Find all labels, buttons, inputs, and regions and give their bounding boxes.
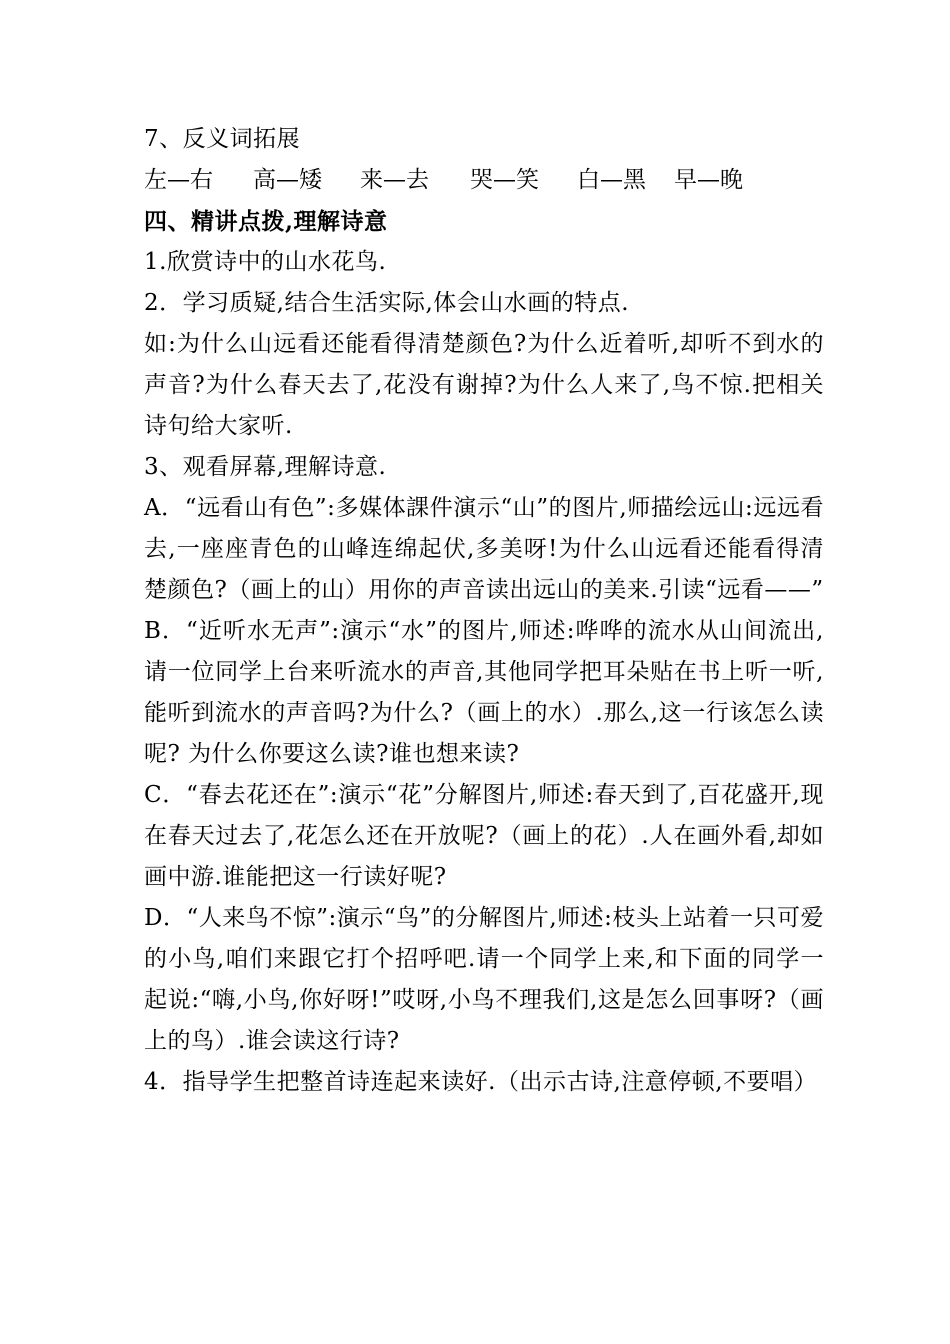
antonym-pair: 哭—笑 (470, 167, 539, 193)
section-7-title: 7、反义词拓展 (144, 126, 301, 152)
antonym-pair: 高—矮 (253, 167, 322, 193)
antonym-pair: 左—右 (144, 167, 213, 193)
item-2: 2．学习质疑,结合生活实际,体会山水画的特点. (144, 290, 630, 316)
section-4-heading: 四、精讲点拨,理解诗意 (144, 208, 388, 235)
antonym-list (144, 160, 824, 201)
item-b: B．“近听水无声”:演示“水”的图片,师述:哗哗的流水从山间流出,请一位同学上台来听流水的声音,其他同学把耳朵贴在书上听一听,能听到流水的声音吗?为什么?（画上的水）.那么,这一行该怎么读呢? 为什么你要这么读?谁也想来读? (144, 618, 824, 767)
item-a: A．“远看山有色”:多媒体課件演示“山”的图片,师描绘远山:远远看去,一座座青色的山峰连绵起伏,多美呀!为什么山远看还能看得清楚颜色?（画上的山）用你的声音读出远山的美来.引读“远看——” (144, 495, 824, 603)
antonym-pair: 早—晚 (674, 167, 743, 193)
item-c: C．“春去花还在”:演示“花”分解图片,师述:春天到了,百花盛开,现在春天过去了,花怎么还在开放呢?（画上的花）.人在画外看,却如画中游.谁能把这一行读好呢? (144, 782, 824, 890)
item-2-example: 如:为什么山远看还能看得清楚颜色?为什么近着听,却听不到水的声音?为什么春天去了,花没有谢掉?为什么人来了,鸟不惊.把相关诗句给大家听. (144, 331, 824, 439)
item-3: 3、观看屏幕,理解诗意. (144, 454, 387, 480)
item-1: 1.欣赏诗中的山水花鸟. (144, 249, 387, 275)
antonym-pair: 白—黑 (577, 167, 646, 193)
item-4: 4．指导学生把整首诗连起来读好.（出示古诗,注意停顿,不要唱） (144, 1069, 818, 1095)
document-body (144, 119, 824, 1103)
antonym-pair: 来—去 (360, 167, 429, 193)
item-d: D．“人来鸟不惊”:演示“鸟”的分解图片,师述:枝头上站着一只可爱的小鸟,咱们来跟它打个招呼吧.请一个同学上来,和下面的同学一起说:“嗨,小鸟,你好呀!”哎呀,小鸟不理我们,这是怎么回事呀?（画上的鸟）.谁会读这行诗? (144, 905, 824, 1054)
